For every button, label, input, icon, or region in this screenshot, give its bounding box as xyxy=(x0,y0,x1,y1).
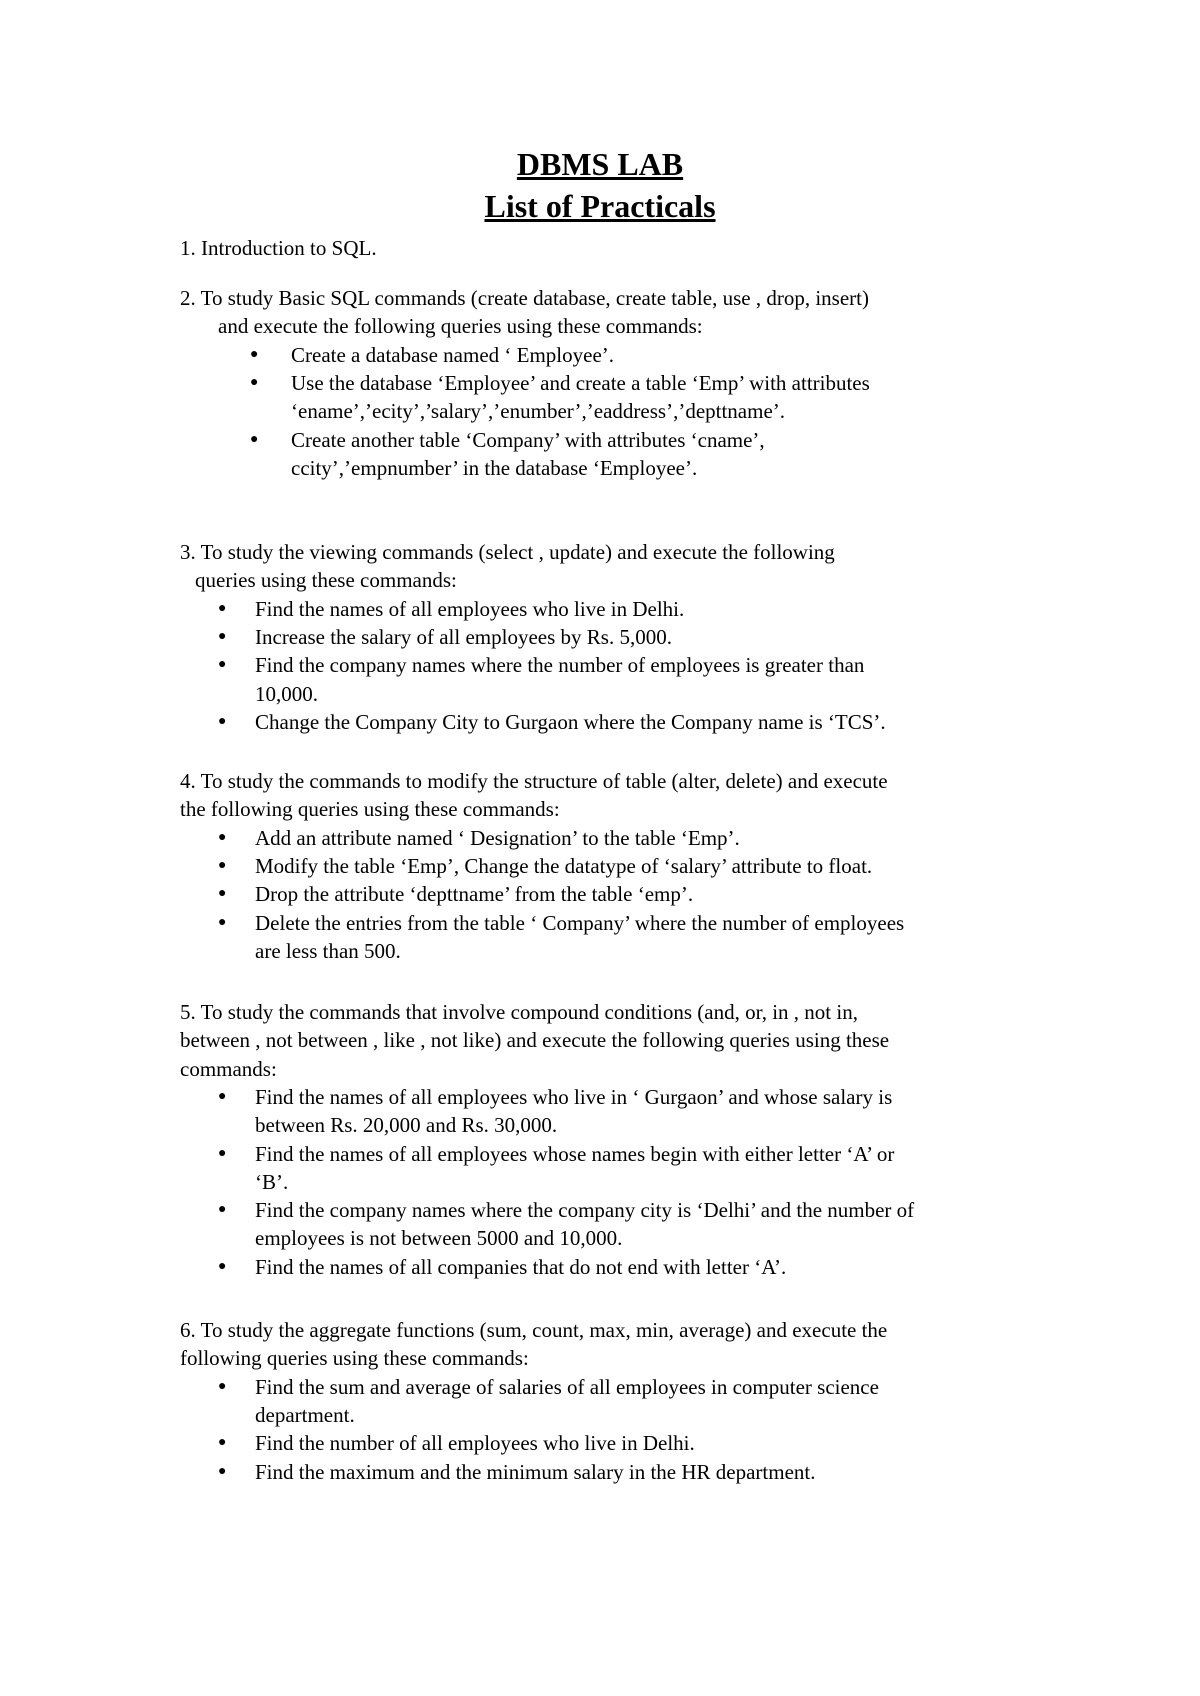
practical-heading-continued: the following queries using these commands: xyxy=(180,797,560,822)
practical-heading: 1. Introduction to SQL. xyxy=(180,236,377,260)
practical-heading-continued: and execute the following queries using these commands: xyxy=(218,314,703,339)
bullet-icon: ● xyxy=(218,1435,227,1451)
bullet-item-text: between Rs. 20,000 and Rs. 30,000. xyxy=(255,1113,558,1138)
bullet-item-text: department. xyxy=(255,1402,355,1427)
practical-heading-continued: following queries using these commands: xyxy=(180,1346,529,1371)
bullet-item-text: Change the Company City to Gurgaon where the Company name is ‘TCS’. xyxy=(255,709,886,734)
practical-heading: 6. To study the aggregate functions (sum, count, max, min, average) and execute the xyxy=(180,1318,888,1342)
bullet-item-text: ‘B’. xyxy=(255,1169,289,1194)
bullet-icon: ● xyxy=(250,346,259,362)
bullet-item-text: Increase the salary of all employees by Rs. 5,000. xyxy=(255,624,672,649)
bullet-item-text: Find the company names where the number of employees is greater than xyxy=(255,653,865,678)
document-subtitle: List of Practicals xyxy=(484,188,716,224)
bullet-item-text: ccity’,’empnumber’ in the database ‘Employee’. xyxy=(291,455,698,480)
practical-heading: 5. To study the commands that involve compound conditions (and, or, in , not in, xyxy=(180,1000,858,1024)
bullet-item-text: Find the names of all companies that do not end with letter ‘A’. xyxy=(255,1254,787,1279)
bullet-icon: ● xyxy=(218,1463,227,1479)
bullet-item-text: Create a database named ‘ Employee’. xyxy=(291,342,615,367)
bullet-item-text: are less than 500. xyxy=(255,938,401,963)
bullet-icon: ● xyxy=(218,713,227,729)
bullet-icon: ● xyxy=(218,857,227,873)
bullet-item-text: Delete the entries from the table ‘ Company’ where the number of employees xyxy=(255,910,905,935)
bullet-item-text: Find the company names where the company city is ‘Delhi’ and the number of xyxy=(255,1198,915,1223)
bullet-icon: ● xyxy=(250,374,259,390)
practical-heading: 4. To study the commands to modify the structure of table (alter, delete) and execute xyxy=(180,769,888,793)
practical-heading-continued: commands: xyxy=(180,1056,277,1081)
bullet-item-text: Find the number of all employees who live in Delhi. xyxy=(255,1431,695,1456)
bullet-item-text: employees is not between 5000 and 10,000. xyxy=(255,1226,623,1251)
bullet-icon: ● xyxy=(218,657,227,673)
bullet-item-text: Find the maximum and the minimum salary in the HR department. xyxy=(255,1459,816,1484)
practical-heading-continued: queries using these commands: xyxy=(195,568,457,593)
practical-heading: 2. To study Basic SQL commands (create database, create table, use , drop, insert) xyxy=(180,286,869,310)
bullet-item-text: Find the names of all employees whose names begin with either letter ‘A’ or xyxy=(255,1141,895,1166)
bullet-icon: ● xyxy=(218,886,227,902)
bullet-icon: ● xyxy=(218,829,227,845)
bullet-icon: ● xyxy=(218,1202,227,1218)
document-title: DBMS LAB xyxy=(516,146,684,182)
bullet-item-text: 10,000. xyxy=(255,681,318,706)
bullet-item-text: Create another table ‘Company’ with attributes ‘cname’, xyxy=(291,427,765,452)
bullet-icon: ● xyxy=(250,431,259,447)
bullet-item-text: Add an attribute named ‘ Designation’ to the table ‘Emp’. xyxy=(255,825,740,850)
bullet-item-text: Use the database ‘Employee’ and create a table ‘Emp’ with attributes xyxy=(291,370,870,395)
bullet-item-text: ‘ename’,’ecity’,’salary’,’enumber’,’eaddress’,’depttname’. xyxy=(291,399,786,424)
practical-heading-continued: between , not between , like , not like) and execute the following queries using these xyxy=(180,1028,890,1053)
bullet-icon: ● xyxy=(218,600,227,616)
bullet-item-text: Drop the attribute ‘depttname’ from the table ‘emp’. xyxy=(255,882,694,907)
bullet-icon: ● xyxy=(218,914,227,930)
bullet-icon: ● xyxy=(218,1258,227,1274)
bullet-item-text: Find the names of all employees who live in Delhi. xyxy=(255,596,685,621)
bullet-item-text: Find the sum and average of salaries of all employees in computer science xyxy=(255,1374,879,1399)
bullet-icon: ● xyxy=(218,628,227,644)
bullet-icon: ● xyxy=(218,1145,227,1161)
practical-heading: 3. To study the viewing commands (select , update) and execute the following xyxy=(180,540,835,564)
bullet-icon: ● xyxy=(218,1378,227,1394)
bullet-item-text: Find the names of all employees who live in ‘ Gurgaon’ and whose salary is xyxy=(255,1084,893,1109)
bullet-icon: ● xyxy=(218,1088,227,1104)
bullet-item-text: Modify the table ‘Emp’, Change the datatype of ‘salary’ attribute to float. xyxy=(255,853,873,878)
